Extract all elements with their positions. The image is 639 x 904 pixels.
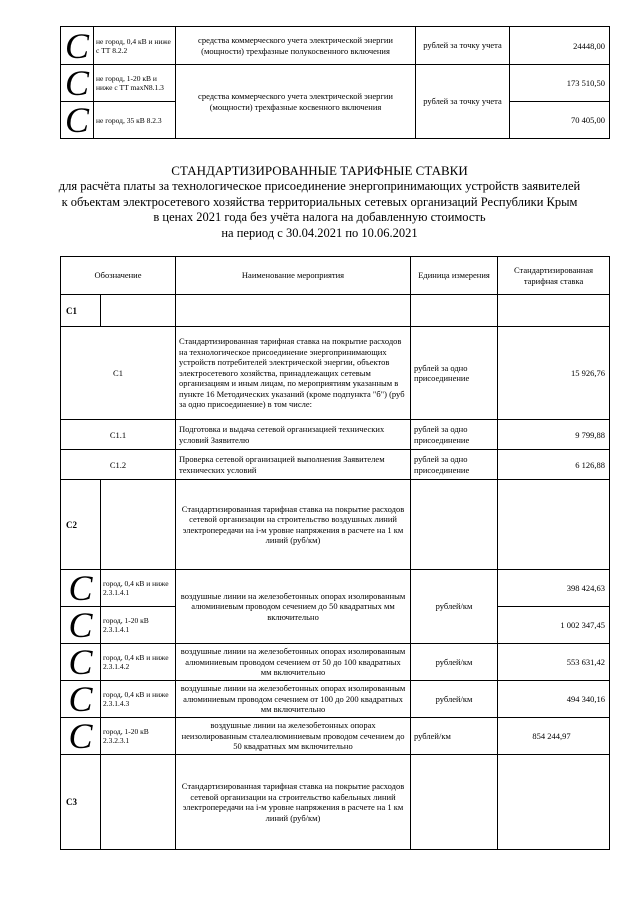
- rate-code: C1.1: [61, 420, 176, 450]
- rate-value: 9 799,88: [498, 420, 610, 450]
- measure-name: воздушные линии на железобетонных опорах изолированным алюминиевым проводом сечением от 50 до 100 квадратных мм включительно: [176, 644, 411, 681]
- rate-value: 494 340,16: [498, 681, 610, 718]
- rate-value: 1 002 347,45: [498, 607, 610, 644]
- section-name: Стандартизированная тарифная ставка на покрытие расходов сетевой организации на строительство кабельных линий электропередачи на i-м уровне напряжения в расчете на 1 км линий (руб/км): [176, 755, 411, 850]
- rate-code: город, 0,4 кВ и ниже 2.3.1.4.3: [101, 681, 176, 718]
- rate-value: 15 926,76: [498, 327, 610, 420]
- measure-name: воздушные линии на железобетонных опорах изолированным алюминиевым проводом сечением от 100 до 200 квадратных мм включительно: [176, 681, 411, 718]
- title-period: на период с 30.04.2021 по 10.06.2021: [221, 225, 418, 240]
- unit-cell: рублей за одно присоединение: [411, 420, 498, 450]
- rate-code: город, 0,4 кВ и ниже 2.3.1.4.1: [101, 570, 176, 607]
- rate-code: C1.2: [61, 450, 176, 480]
- continuation-table: [60, 26, 610, 139]
- rate-code: город, 0,4 кВ и ниже 2.3.1.4.2: [101, 644, 176, 681]
- table-row: [61, 681, 610, 718]
- title-heading: СТАНДАРТИЗИРОВАННЫЕ ТАРИФНЫЕ СТАВКИ: [171, 163, 468, 178]
- section-label: C2: [61, 480, 101, 570]
- rate-letter: C: [61, 644, 101, 681]
- unit-cell: рублей за одно присоединение: [411, 327, 498, 420]
- table-row: [61, 420, 610, 450]
- section-row: [61, 295, 610, 327]
- rate-code: город, 1-20 кВ 2.3.2.3.1: [101, 718, 176, 755]
- rate-letter: C: [61, 570, 101, 607]
- header-name: Наименование мероприятия: [176, 257, 411, 295]
- title-line: в ценах 2021 года без учёта налога на добавленную стоимость: [153, 210, 486, 224]
- table-row: [61, 450, 610, 480]
- unit-cell: рублей за точку учета: [416, 27, 510, 65]
- rate-code: не город, 0,4 кВ и ниже с ТТ 8.2.2: [94, 27, 176, 65]
- title-line: для расчёта платы за технологическое присоединение энергопринимающих устройств заявителей: [58, 179, 581, 193]
- unit-cell: рублей за одно присоединение: [411, 450, 498, 480]
- unit-cell: рублей/км: [411, 644, 498, 681]
- measure-name: воздушные линии на железобетонных опорах изолированным алюминиевым проводом сечением до 50 квадратных мм включительно: [176, 570, 411, 644]
- rate-value: 398 424,63: [498, 570, 610, 607]
- rate-letter: C: [61, 65, 94, 102]
- section-row: [61, 755, 610, 850]
- tariff-table: [60, 256, 610, 850]
- rate-code: C1: [61, 327, 176, 420]
- unit-cell: рублей/км: [411, 718, 498, 755]
- table-row: [61, 570, 610, 607]
- header-rate: Стандартизированная тарифная ставка: [498, 257, 610, 295]
- measure-name: средства коммерческого учета электрической энергии (мощности) трехфазные полукосвенного включения: [176, 27, 416, 65]
- rate-value: 553 631,42: [498, 644, 610, 681]
- section-label: C1: [61, 295, 101, 327]
- header-designation: Обозначение: [61, 257, 176, 295]
- header-unit: Единица измерения: [411, 257, 498, 295]
- rate-letter: C: [61, 681, 101, 718]
- rate-value: 6 126,88: [498, 450, 610, 480]
- measure-name: Стандартизированная тарифная ставка на покрытие расходов на технологическое присоединение энергопринимающих устройств потребителей электрической энергии, объектов электросетевого хозяйства, принадлежащих сетевым организациям и иным лицам, по мероприятиям указанным в пункте 16 Методических указаний (кроме подпункта "б") (руб за одно присоединение) в том числе:: [176, 327, 411, 420]
- section-label: C3: [61, 755, 101, 850]
- table-row: [61, 644, 610, 681]
- rate-value: 24448,00: [510, 27, 610, 65]
- title-line: к объектам электросетевого хозяйства территориальных сетевых организаций Республики Крым: [61, 194, 578, 209]
- rate-letter: C: [61, 718, 101, 755]
- rate-value: 173 510,50: [510, 65, 610, 102]
- measure-name: воздушные линии на железобетонных опорах неизолированным сталеалюминиевым проводом сечением до 50 квадратных мм включительно: [176, 718, 411, 755]
- rate-code: город, 1-20 кВ 2.3.1.4.1: [101, 607, 176, 644]
- section-row: [61, 480, 610, 570]
- rate-value: 854 244,97: [498, 718, 610, 755]
- measure-name: Проверка сетевой организацией выполнения Заявителем технических условий: [176, 450, 411, 480]
- table-header: [61, 257, 610, 295]
- rate-code: не город, 35 кВ 8.2.3: [94, 102, 176, 139]
- rate-letter: C: [61, 102, 94, 139]
- table-row: [61, 718, 610, 755]
- section-name: Стандартизированная тарифная ставка на покрытие расходов сетевой организации на строительство воздушных линий электропередачи на i-м уровне напряжения в расчете на 1 км линий (руб/км): [176, 480, 411, 570]
- document-title: [0, 163, 639, 241]
- table-row: [61, 327, 610, 420]
- rate-code: не город, 1-20 кВ и ниже с ТТ maxN8.1.3: [94, 65, 176, 102]
- unit-cell: рублей за точку учета: [416, 65, 510, 139]
- rate-letter: C: [61, 607, 101, 644]
- measure-name: Подготовка и выдача сетевой организацией технических условий Заявителю: [176, 420, 411, 450]
- unit-cell: рублей/км: [411, 681, 498, 718]
- measure-name: средства коммерческого учета электрической энергии (мощности) трехфазные косвенного включения: [176, 65, 416, 139]
- rate-letter: C: [61, 27, 94, 65]
- unit-cell: рублей/км: [411, 570, 498, 644]
- rate-value: 70 405,00: [510, 102, 610, 139]
